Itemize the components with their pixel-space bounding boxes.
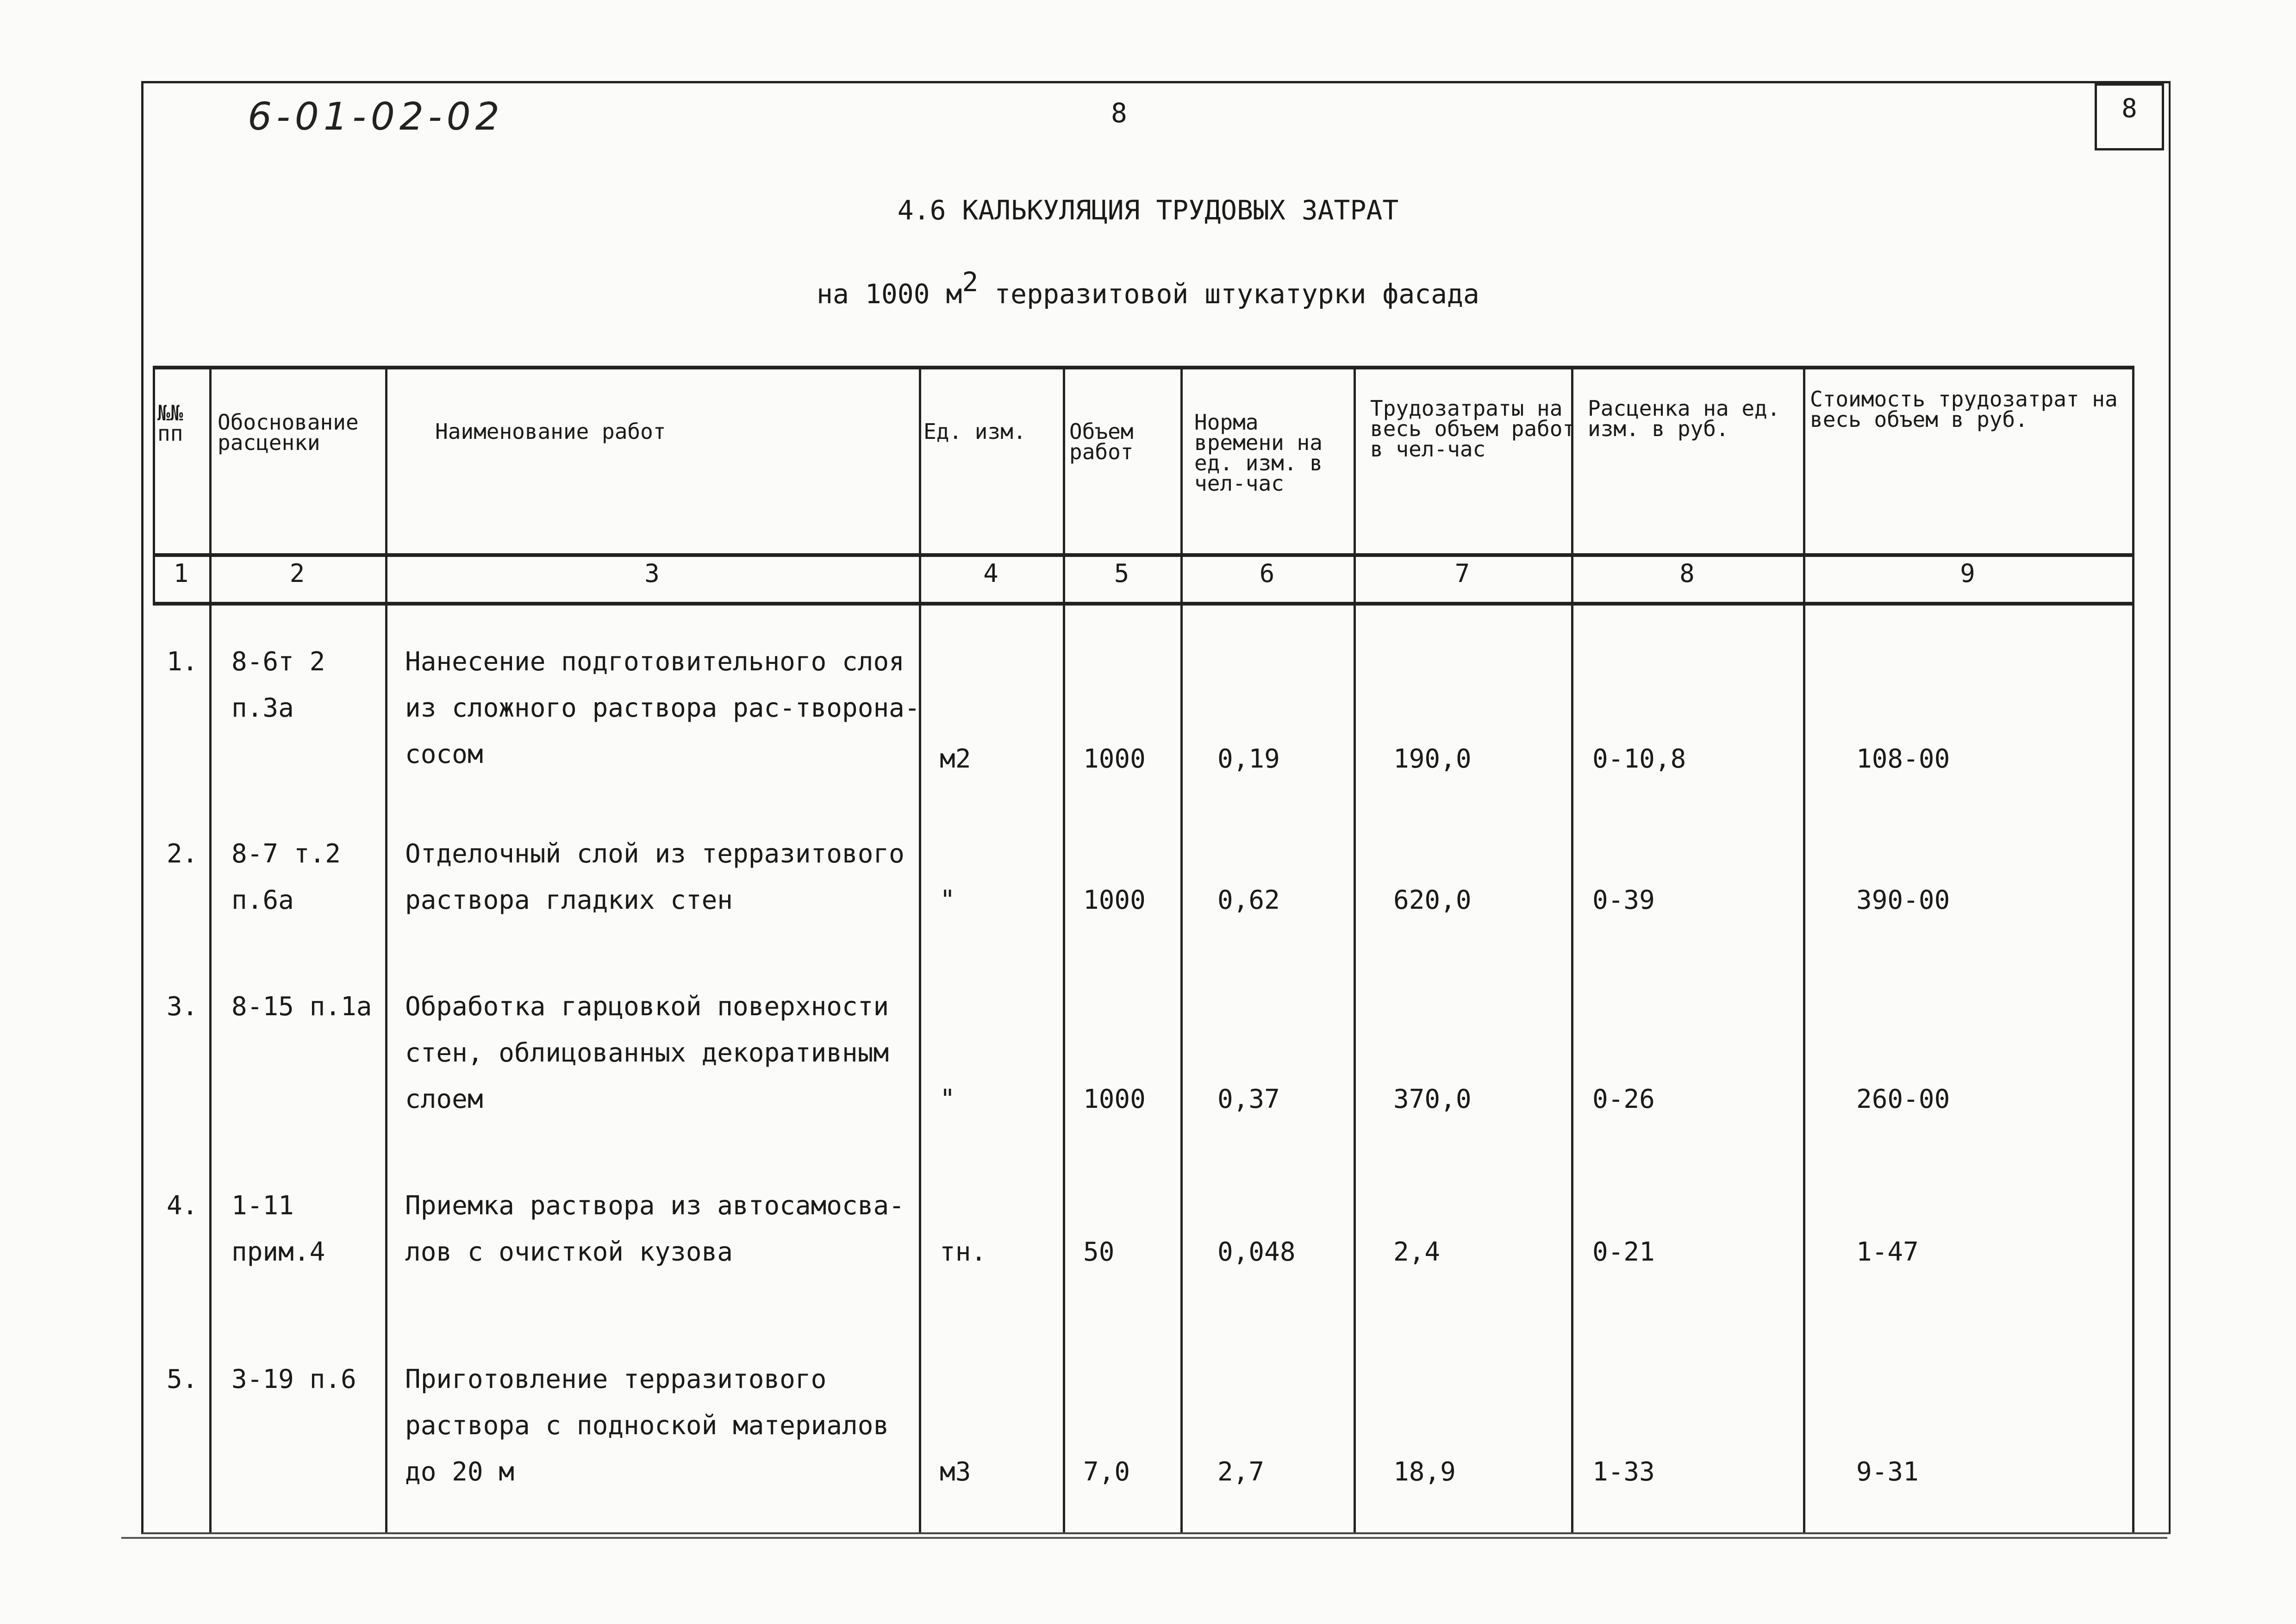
column-header: Трудозатраты на весь объем работ в чел-час: [1370, 396, 1576, 462]
table-cell-labor: 18,9: [1393, 1457, 1456, 1487]
subtitle-superscript: 2: [962, 266, 979, 298]
table-cell-name: Обработка гарцовкой поверхности стен, облицованных декоративным слоем: [405, 992, 889, 1114]
table-cell-norm: 0,048: [1217, 1237, 1296, 1267]
table-cell-norm: 0,19: [1217, 744, 1280, 774]
column-divider: [209, 366, 212, 1532]
column-header: Норма времени на ед. изм. в чел-час: [1194, 410, 1323, 496]
column-divider: [2132, 366, 2134, 1532]
column-header: Объем работ: [1069, 419, 1134, 464]
table-cell-n: 4.: [167, 1191, 198, 1221]
column-number: 6: [1259, 559, 1275, 588]
column-number: 9: [1960, 559, 1975, 588]
table-cell-basis: 3-19 п.6: [231, 1364, 356, 1394]
column-header: Расценка на ед. изм. в руб.: [1588, 396, 1780, 441]
table-cell-volume: 7,0: [1083, 1457, 1130, 1487]
column-header: Наименование работ: [435, 419, 666, 444]
table-cell-name: Приготовление терразитового раствора с подноской материалов до 20 м: [405, 1364, 889, 1487]
table-cell-rate: 0-26: [1592, 1084, 1655, 1114]
table-cell-cost: 9-31: [1856, 1457, 1919, 1487]
column-divider: [1571, 366, 1573, 1532]
table-cell-norm: 2,7: [1217, 1457, 1265, 1487]
table-cell-rate: 0-10,8: [1592, 744, 1686, 774]
subtitle-text-end: терразитовой штукатурки фасада: [978, 278, 1479, 310]
table-cell-cost: 260-00: [1856, 1084, 1950, 1114]
table-cell-volume: 1000: [1083, 885, 1146, 915]
document-title: 4.6 КАЛЬКУЛЯЦИЯ ТРУДОВЫХ ЗАТРАТ: [897, 194, 1399, 226]
table-cell-volume: 1000: [1083, 1084, 1146, 1114]
column-number: 8: [1679, 559, 1695, 588]
table-cell-norm: 0,37: [1217, 1084, 1280, 1114]
column-header: Ед. изм.: [923, 419, 1026, 444]
column-number: 1: [173, 559, 189, 588]
subtitle-text-start: на 1000 м: [817, 278, 962, 310]
table-cell-volume: 1000: [1083, 744, 1146, 774]
header-bottom-border: [153, 553, 2134, 557]
table-cell-volume: 50: [1083, 1237, 1115, 1267]
table-cell-rate: 1-33: [1592, 1457, 1655, 1487]
page-bottom-line: [121, 1537, 2167, 1539]
table-cell-unit: м3: [940, 1457, 971, 1487]
table-cell-name: Приемка раствора из автосамосва-лов с очисткой кузова: [405, 1191, 905, 1267]
table-cell-rate: 0-21: [1592, 1237, 1655, 1267]
table-cell-n: 1.: [167, 647, 198, 677]
table-cell-name: Нанесение подготовительного слоя из сложного раствора рас-творона-сосом: [405, 647, 920, 769]
labor-cost-table: [153, 366, 2139, 1532]
column-number: 7: [1454, 559, 1470, 588]
table-cell-cost: 1-47: [1856, 1237, 1919, 1267]
column-number: 3: [644, 559, 660, 588]
page-number: 8: [1111, 97, 1127, 129]
table-cell-name: Отделочный слой из терразитового раствора гладких стен: [405, 839, 905, 915]
column-header: Обоснование расценки: [218, 410, 359, 455]
column-divider: [385, 366, 387, 1532]
page-number-box: 8: [2095, 83, 2164, 150]
column-header: №№ пп: [157, 400, 183, 446]
table-cell-cost: 390-00: [1856, 885, 1950, 915]
column-divider: [1354, 366, 1356, 1532]
table-cell-labor: 620,0: [1393, 885, 1472, 915]
table-cell-basis: 8-7 т.2 п.6а: [231, 839, 341, 915]
column-number: 5: [1114, 559, 1129, 588]
table-cell-labor: 370,0: [1393, 1084, 1472, 1114]
table-top-border: [153, 366, 2134, 369]
table-cell-basis: 8-15 п.1а: [231, 992, 372, 1022]
column-divider: [1803, 366, 1805, 1532]
table-cell-basis: 1-11 прим.4: [231, 1191, 325, 1267]
table-cell-unit: ": [940, 885, 955, 915]
column-number: 2: [289, 559, 305, 588]
table-cell-unit: м2: [940, 744, 971, 774]
document-code: 6-01-02-02: [248, 95, 504, 139]
table-cell-rate: 0-39: [1592, 885, 1655, 915]
column-divider: [1180, 366, 1183, 1532]
table-cell-n: 3.: [167, 992, 198, 1022]
table-cell-n: 5.: [167, 1364, 198, 1394]
table-cell-labor: 190,0: [1393, 744, 1472, 774]
table-cell-basis: 8-6т 2 п.3а: [231, 647, 325, 723]
column-divider: [1063, 366, 1065, 1532]
table-cell-unit: ": [940, 1084, 955, 1114]
table-cell-norm: 0,62: [1217, 885, 1280, 915]
column-number-bottom-border: [153, 602, 2134, 606]
table-cell-n: 2.: [167, 839, 198, 869]
document-subtitle: [0, 266, 2296, 310]
column-header: Стоимость трудозатрат на весь объем в руб.: [1810, 387, 2118, 432]
column-number: 4: [983, 559, 998, 588]
table-cell-cost: 108-00: [1856, 744, 1950, 774]
table-cell-unit: тн.: [940, 1237, 987, 1267]
table-cell-labor: 2,4: [1393, 1237, 1441, 1267]
